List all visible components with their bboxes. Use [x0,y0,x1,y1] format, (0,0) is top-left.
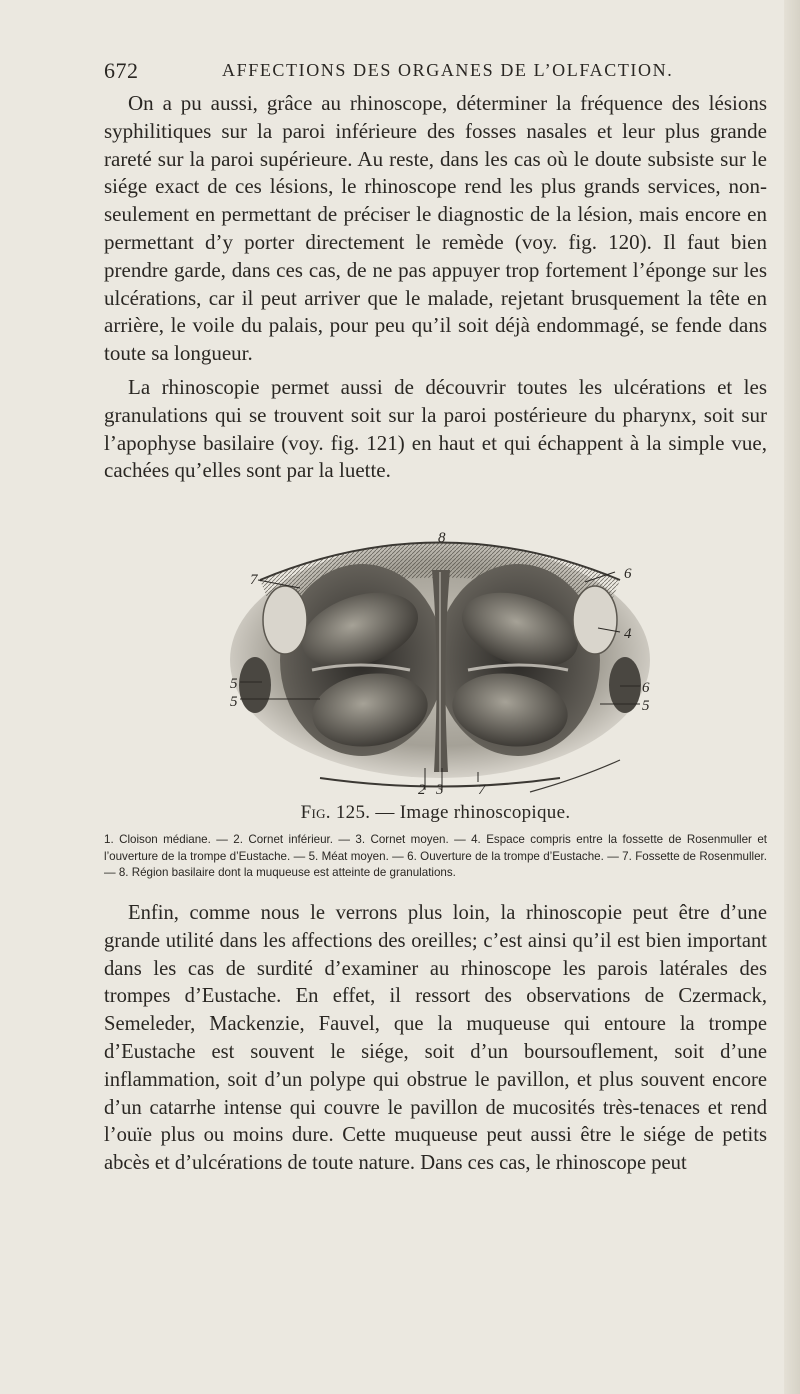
page-edge-shadow [784,0,800,1394]
label-8: 8 [438,530,446,546]
caption-title: Image rhinoscopique. [399,802,571,823]
label-6-right: 6 [642,680,650,696]
caption-dash: — [375,802,395,823]
left-rosenmuller-fossa [263,586,307,654]
page-header [104,58,704,88]
right-eustachian-opening [609,657,641,713]
running-head: AFFECTIONS DES ORGANES DE L’OLFACTION. [222,60,674,80]
paragraph-1-text: On a pu aussi, grâce au rhinoscope, déterminer la fréquence des lésions syphilitiques sur la paroi inférieure des fosses nasales et leur plus grande rareté sur la paroi supérieure. Au reste, dans les cas où le doute subsiste sur le siége exact de ces lésions, le rhinoscope rend les plus grands services, non-seulement en permettant de préciser le diagnostic de la lésion, mais encore en permettant d’y porter directement le remède (voy. fig. 120). Il faut bien prendre garde, dans ces cas, de ne pas appuyer trop fortement l’éponge sur les ulcérations, car il peut arriver que le malade, rejetant brusquement la tête en arrière, le voile du palais, pour peu qu’il soit déjà endommagé, se fende dans toute sa longueur. [104,91,767,366]
label-7-bottom: 7 [478,782,486,795]
paragraph-3 [104,900,767,1178]
label-6-left: 5 [230,676,238,692]
label-5-right: 5 [642,698,650,714]
left-eustachian-opening [239,657,271,713]
figure-caption [104,802,767,824]
page-number: 672 [104,58,139,83]
label-2: 2 [418,782,426,795]
label-5-left: 5 [230,694,238,710]
label-4: 4 [624,626,632,642]
label-3: 3 [436,782,444,795]
paragraph-1 [104,90,767,368]
right-rosenmuller-fossa [573,586,617,654]
figure-legend: 1. Cloison médiane. — 2. Cornet inférieur. — 3. Cornet moyen. — 4. Espace compris entre la fossette de Rosenmuller et l’ouverture de la trompe d’Eustache. — 5. Méat moyen. — 6. Ouverture de la trompe d’Eustache. — 7. Fossette de Rosenmuller. — 8. Région basilaire dont la muqueuse est atteinte de granulations. [104,833,767,880]
figure-number: Fig. 125. [300,802,371,823]
paragraph-2-text: La rhinoscopie permet aussi de découvrir toutes les ulcérations et les granulations qui se trouvent soit sur la paroi postérieure du pharynx, soit sur l’apophyse basilaire (voy. fig. 121) en haut et qui échappent à la simple vue, cachées qu’elles sont par la luette. [104,375,767,483]
label-7-right: 6 [624,566,632,582]
label-7-top: 7 [250,572,258,588]
rhinoscopic-figure [200,510,680,795]
paragraph-3-text: Enfin, comme nous le verrons plus loin, la rhinoscopie peut être d’une grande utilité dans les affections des oreilles; c’est ainsi qu’il est bien important dans les cas de surdité d’examiner au rhinoscope les parois latérales des trompes d’Eustache. En effet, il ressort des observations de Czermack, Semeleder, Mackenzie, Fauvel, que la muqueuse qui entoure la trompe d’Eustache est souvent le siége, soit d’un boursouflement, soit d’une inflammation, soit d’un polype qui obstrue le pavillon, et plus souvent encore d’un catarrhe intense qui couvre le pavillon de mucosités très-tenaces et rend l’ouïe plus ou moins dure. Cette muqueuse peut aussi être le siége de petits abcès et d’ulcérations de toute nature. Dans ces cas, le rhinoscope peut [104,902,767,1175]
rhinoscopic-image-illustration [200,510,680,795]
paragraph-2 [104,374,767,485]
